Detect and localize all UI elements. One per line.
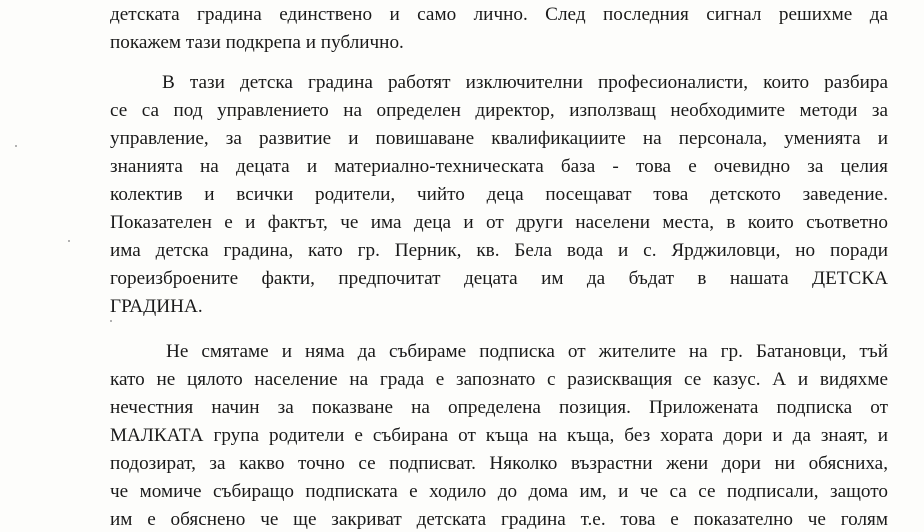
paragraph2-line-6: Показателен е и фактът, че има деца и от други населени места, в които съответно [110, 212, 888, 233]
paragraph3-line-6: че момиче събиращо подписката е ходило до дома им, и че са се подписали, защото [110, 481, 888, 502]
paragraph2-line-3: управление, за развитие и повишаване квалификациите на персонала, уменията и [110, 128, 888, 149]
paragraph3-line-3: нечестния начин за показване на определена позиция. Приложената подписка от [110, 397, 888, 418]
paragraph2-line-5: колектив и всички родители, чийто деца посещават това детското заведение. [110, 184, 888, 205]
paragraph2-line-9: ГРАДИНА. [110, 296, 203, 317]
paragraph2-line-4: знанията на децата и материално-техническата база - това е очевидно за целия [110, 156, 888, 177]
paragraph2-line-8: гореизброените факти, предпочитат децата им да бъдат в нашата ДЕТСКА [110, 268, 888, 289]
scan-speck [110, 320, 112, 322]
paragraph1-line-2: покажем тази подкрепа и публично. [110, 32, 404, 53]
paragraph2-line-2: се са под управлението на определен директор, използващ необходимите методи за [110, 100, 888, 121]
scan-speck [68, 240, 70, 242]
paragraph2-line-7: има детска градина, като гр. Перник, кв. Бела вода и с. Ярджиловци, но поради [110, 240, 888, 261]
paragraph2-line-1: В тази детска градина работят изключителни професионалисти, които разбира [162, 72, 888, 93]
paragraph3-line-1: Не смятаме и няма да събираме подписка от жителите на гр. Батановци, тъй [166, 341, 888, 362]
scan-speck [15, 145, 17, 147]
paragraph3-line-5: подозират, за какво точно се подписват. Няколко възрастни жени дори ни обясниха, [110, 453, 888, 474]
paragraph3-line-2: като не цялото население на града е запознато с разискващия се казус. А и видяхме [110, 369, 888, 390]
paragraph3-line-4: МАЛКАТА група родители е събирана от къща на къща, без хората дори и да знаят, и [110, 425, 888, 446]
paragraph3-line-7: им е обяснено че ще закриват детската градина т.е. това е показателно че голям [110, 509, 888, 530]
paragraph1-line-1: детската градина единствено и само лично. След последния сигнал решихме да [110, 4, 888, 25]
